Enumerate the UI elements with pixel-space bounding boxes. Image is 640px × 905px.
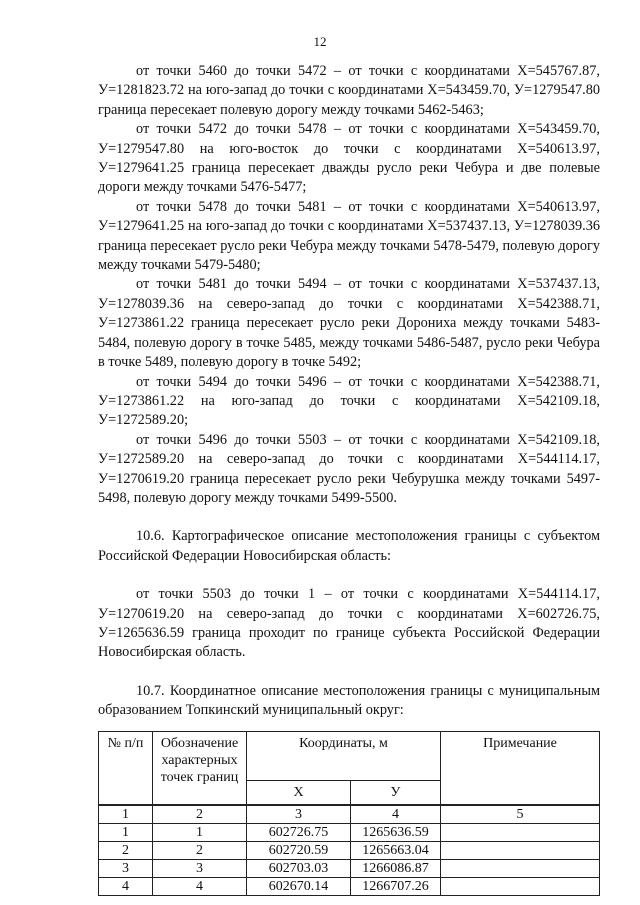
table-cell: 602720.59 <box>247 841 351 859</box>
table-row <box>99 859 600 877</box>
header-coordinates: Координаты, м <box>247 731 441 780</box>
column-number-row <box>99 805 600 824</box>
boundary-description-list <box>98 62 600 508</box>
table-row <box>99 841 600 859</box>
boundary-description-novosibirsk: от точки 5503 до точки 1 – от точки с координатами Х=544114.17, У=1270619.20 на северо-запад до точки с координатами Х=602726.75, У=1265636.59 граница проходит по границе субъекта Российской Федерации Новосибирская область. <box>98 586 600 661</box>
column-number-cell: 1 <box>99 805 153 824</box>
table-body <box>99 805 600 896</box>
header-note: Примечание <box>441 731 600 805</box>
table-cell: 4 <box>153 877 247 895</box>
section-10-6-heading: 10.6. Картографическое описание местоположения границы с субъектом Российской Федерации Новосибирская область: <box>98 528 600 564</box>
header-x: Х <box>247 780 351 805</box>
table-cell <box>441 877 600 895</box>
table-cell <box>441 841 600 859</box>
column-number-cell: 2 <box>153 805 247 824</box>
table-cell: 3 <box>99 859 153 877</box>
table-cell <box>441 823 600 841</box>
boundary-segment-paragraph: от точки 5496 до точки 5503 – от точки с координатами Х=542109.18, У=1272589.20 на северо-запад до точки с координатами Х=544114.17, У=1270619.20 граница пересекает русло реки Чебурушка между точками 5497-5498, полевую дорогу между точками 5499-5500. <box>98 431 600 506</box>
column-number-cell: 4 <box>351 805 441 824</box>
table-cell: 1266707.26 <box>351 877 441 895</box>
table-cell: 602726.75 <box>247 823 351 841</box>
column-number-cell: 5 <box>441 805 600 824</box>
document-body <box>98 62 600 896</box>
header-num: № п/п <box>99 731 153 805</box>
page-number: 12 <box>313 34 327 49</box>
table-cell: 2 <box>153 841 247 859</box>
table-cell <box>441 859 600 877</box>
table-row <box>99 877 600 895</box>
boundary-segment-paragraph: от точки 5478 до точки 5481 – от точки с координатами Х=540613.97, У=1279641.25 на юго-запад до точки с координатами Х=537437.13, У=1278039.36 граница пересекает русло реки Чебура между точками 5478-5479, полевую дорогу между точками 5479-5480; <box>98 198 600 274</box>
table-cell: 1266086.87 <box>351 859 441 877</box>
coordinates-table <box>98 731 600 896</box>
boundary-segment-paragraph: от точки 5472 до точки 5478 – от точки с координатами Х=543459.70, У=1279547.80 на юго-восток до точки с координатами Х=540613.97, У=1279641.25 граница пересекает дважды русло реки Чебура и две полевые дороги между точками 5476-5477; <box>98 121 600 196</box>
column-number-cell: 3 <box>247 805 351 824</box>
table-cell: 1265636.59 <box>351 823 441 841</box>
table-row <box>99 823 600 841</box>
boundary-segment-paragraph: от точки 5481 до точки 5494 – от точки с координатами Х=537437.13, У=1278039.36 на северо-запад до точки с координатами Х=542388.71, У=1273861.22 граница пересекает русло реки Дорониха между точками 5483-5484, полевую дорогу в точке 5485, между точками 5486-5487, русло реки Чебура в точке 5489, полевую дорогу в точке 5492; <box>98 276 600 371</box>
table-cell: 602703.03 <box>247 859 351 877</box>
table-cell: 1 <box>153 823 247 841</box>
table-cell: 3 <box>153 859 247 877</box>
section-10-7-heading: 10.7. Координатное описание местоположения границы с муниципальным образованием Топкинский муниципальный округ: <box>98 682 600 719</box>
table-cell: 1 <box>99 823 153 841</box>
table-cell: 602670.14 <box>247 877 351 895</box>
header-y: У <box>351 780 441 805</box>
table-cell: 2 <box>99 841 153 859</box>
boundary-segment-paragraph: от точки 5460 до точки 5472 – от точки с координатами Х=545767.87, У=1281823.72 на юго-запад до точки с координатами Х=543459.70, У=1279547.80 граница пересекает полевую дорогу между точками 5462-5463; <box>98 63 600 118</box>
header-designation: Обозначение характерных точек границ <box>153 731 247 805</box>
boundary-segment-paragraph: от точки 5494 до точки 5496 – от точки с координатами Х=542388.71, У=1273861.22 на юго-запад до точки с координатами Х=542109.18, У=1272589.20; <box>98 373 600 429</box>
table-cell: 1265663.04 <box>351 841 441 859</box>
table-cell: 4 <box>99 877 153 895</box>
